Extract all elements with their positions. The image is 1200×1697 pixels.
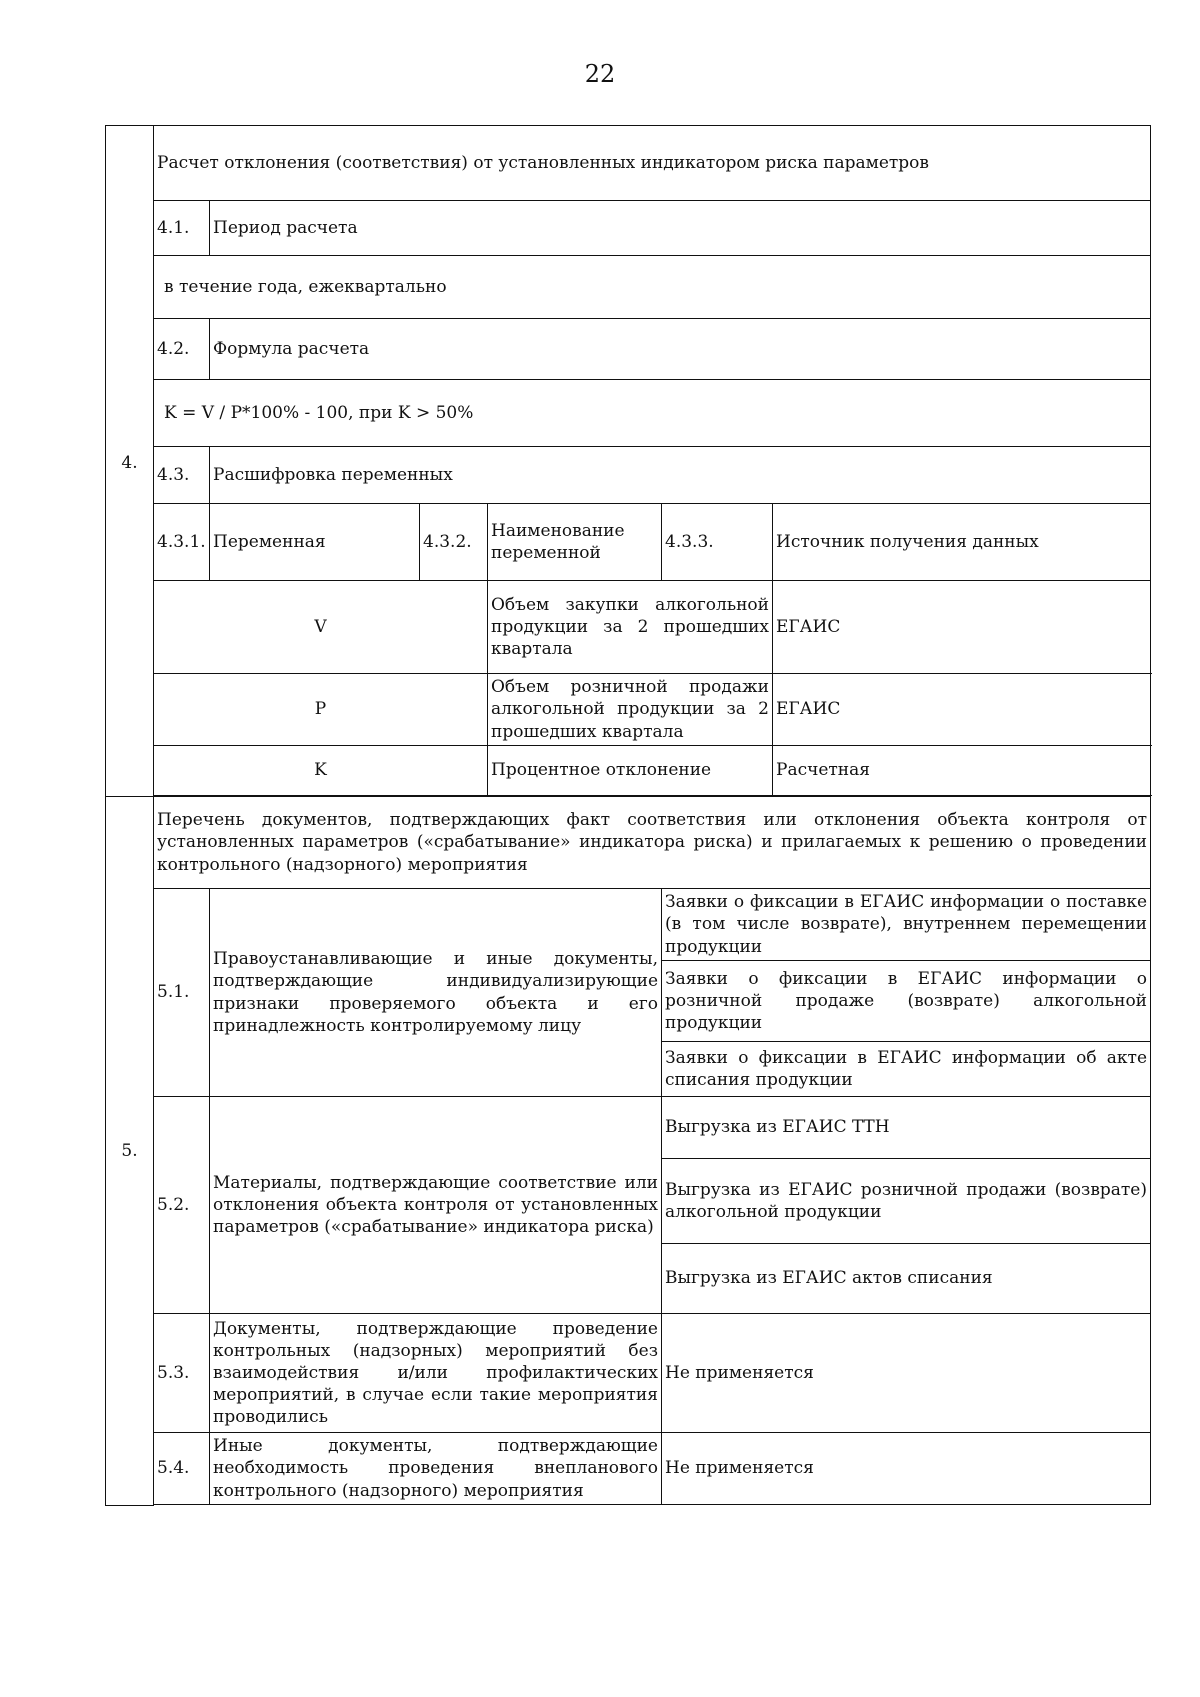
s51-item-3: Заявки о фиксации в ЕГАИС информации об акте списания продукции bbox=[662, 1042, 1151, 1097]
header-data-source: Источник получения данных bbox=[773, 504, 1151, 581]
s43-label: Расшифровка переменных bbox=[210, 447, 1151, 504]
variable-k: K bbox=[154, 746, 488, 796]
s51-item-1: Заявки о фиксации в ЕГАИС информации о поставке (в том числе возврате), внутреннем перемещении продукции bbox=[662, 889, 1151, 961]
variable-p: P bbox=[154, 674, 488, 746]
header-variable: Переменная bbox=[210, 504, 420, 581]
s41-label: Период расчета bbox=[210, 201, 1151, 256]
s433-number: 4.3.3. bbox=[662, 504, 773, 581]
s51-text: Правоустанавливающие и иные документы, подтверждающие индивидуализирующие признаки проверяемого объекта и его принадлежность контролируемому лицу bbox=[210, 889, 662, 1097]
variable-p-source: ЕГАИС bbox=[773, 674, 1151, 746]
s51-item-2: Заявки о фиксации в ЕГАИС информации о розничной продаже (возврате) алкогольной продукции bbox=[662, 961, 1151, 1042]
s432-number: 4.3.2. bbox=[420, 504, 488, 581]
variable-v-source: ЕГАИС bbox=[773, 581, 1151, 674]
s52-item-3: Выгрузка из ЕГАИС актов списания bbox=[662, 1244, 1151, 1314]
section-4-title: Расчет отклонения (соответствия) от установленных индикатором риска параметров bbox=[154, 126, 1151, 201]
s54-text: Иные документы, подтверждающие необходимость проведения внепланового контрольного (надзорного) мероприятия bbox=[210, 1433, 662, 1505]
s41-value: в течение года, ежеквартально bbox=[154, 256, 1151, 319]
s54-number: 5.4. bbox=[154, 1433, 210, 1505]
s51-number: 5.1. bbox=[154, 889, 210, 1097]
variable-v: V bbox=[154, 581, 488, 674]
s42-label: Формула расчета bbox=[210, 319, 1151, 380]
s52-item-1: Выгрузка из ЕГАИС ТТН bbox=[662, 1097, 1151, 1159]
s431-number: 4.3.1. bbox=[154, 504, 210, 581]
s42-number: 4.2. bbox=[154, 319, 210, 380]
s54-value: Не применяется bbox=[662, 1433, 1151, 1505]
variable-p-name: Объем розничной продажи алкогольной продукции за 2 прошедших квартала bbox=[488, 674, 773, 746]
s52-number: 5.2. bbox=[154, 1097, 210, 1314]
s52-text: Материалы, подтверждающие соответствие или отклонения объекта контроля от установленных параметров («срабатывание» индикатора риска) bbox=[210, 1097, 662, 1314]
s53-text: Документы, подтверждающие проведение контрольных (надзорных) мероприятий без взаимодействия и/или профилактических мероприятий, в случае если такие мероприятия проводились bbox=[210, 1314, 662, 1433]
section-4-number: 4. bbox=[106, 126, 154, 797]
s53-value: Не применяется bbox=[662, 1314, 1151, 1433]
s43-number: 4.3. bbox=[154, 447, 210, 504]
header-variable-name: Наименование переменной bbox=[488, 504, 662, 581]
variable-v-name: Объем закупки алкогольной продукции за 2 прошедших квартала bbox=[488, 581, 773, 674]
page-number: 22 bbox=[584, 60, 616, 88]
indicator-table bbox=[105, 125, 1151, 1506]
s41-number: 4.1. bbox=[154, 201, 210, 256]
s52-item-2: Выгрузка из ЕГАИС розничной продажи (возврате) алкогольной продукции bbox=[662, 1159, 1151, 1244]
variable-k-name: Процентное отклонение bbox=[488, 746, 773, 796]
section-5-title: Перечень документов, подтверждающих факт соответствия или отклонения объекта контроля от установленных параметров («срабатывание» индикатора риска) и прилагаемых к решению о проведении контрольного (надзорного) мероприятия bbox=[154, 797, 1151, 889]
section-5-number: 5. bbox=[106, 797, 154, 1506]
variable-k-source: Расчетная bbox=[773, 746, 1151, 796]
s53-number: 5.3. bbox=[154, 1314, 210, 1433]
s42-formula: K = V / P*100% - 100, при K > 50% bbox=[154, 380, 1151, 447]
